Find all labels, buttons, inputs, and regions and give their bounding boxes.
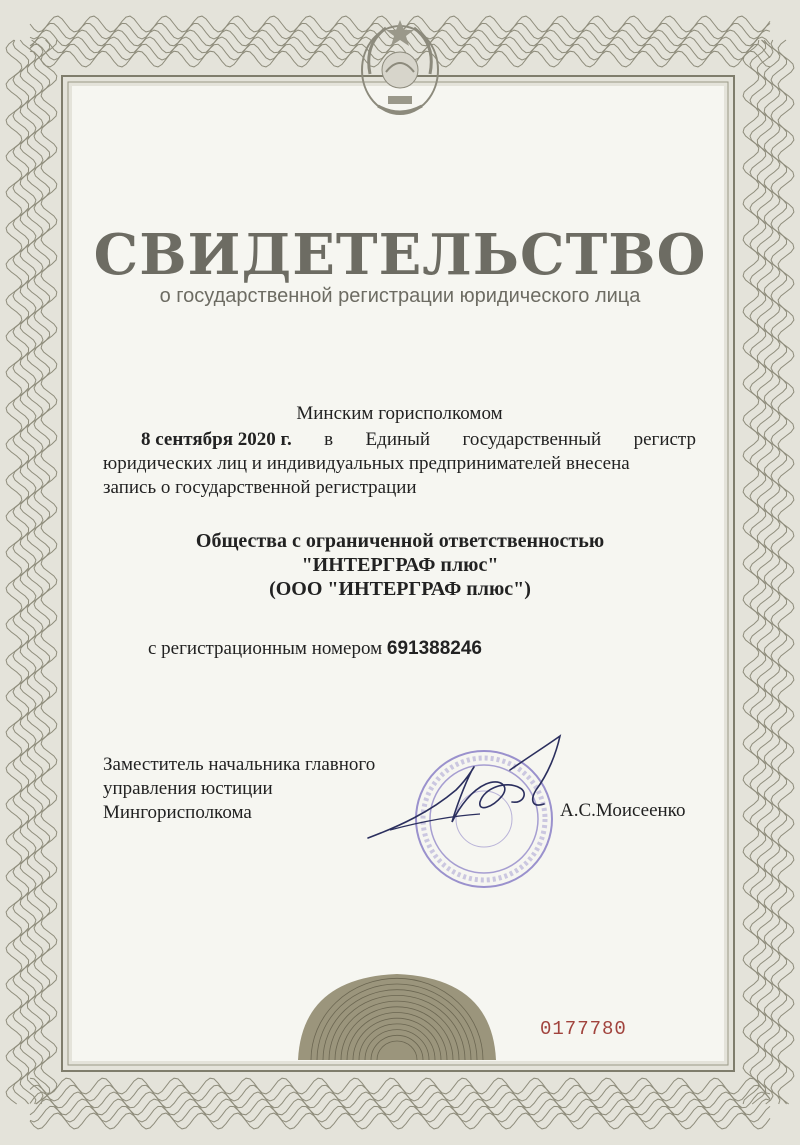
registration-number-line <box>148 638 482 660</box>
registration-date: 8 сентября 2020 г. <box>141 429 292 450</box>
guilloche-seal-icon <box>292 968 502 1060</box>
registration-line-3: запись о государственной регистрации <box>103 477 417 498</box>
registration-number: 691388246 <box>386 638 482 659</box>
signer-title-line: управления юстиции <box>103 778 273 799</box>
issuing-authority: Минским горисполкомом <box>296 403 503 424</box>
coat-of-arms-icon <box>358 14 442 122</box>
word: государственный <box>462 429 602 450</box>
company-name-block <box>0 529 800 601</box>
serial-number: 0177780 <box>540 1018 627 1040</box>
word: регистр <box>633 429 696 450</box>
company-short-name: (ООО "ИНТЕРГРАФ плюс") <box>269 578 531 600</box>
word: в <box>324 429 334 450</box>
registration-line-2: юридических лиц и индивидуальных предпринимателей внесена <box>103 453 630 474</box>
signer-title-line: Заместитель начальника главного <box>103 754 376 775</box>
company-form: Общества с ограниченной ответственностью <box>195 530 605 552</box>
registration-line-1 <box>103 428 696 452</box>
signer-name: А.С.Моисеенко <box>560 800 686 821</box>
signer-title <box>103 753 375 825</box>
document-title: СВИДЕТЕЛЬСТВО <box>93 222 707 288</box>
word: Единый <box>365 429 431 450</box>
handwritten-signature <box>360 730 590 850</box>
company-name: "ИНТЕРГРАФ плюс" <box>301 554 499 576</box>
document-subtitle: о государственной регистрации юридического лица <box>159 285 641 307</box>
signer-title-line: Мингорисполкома <box>103 802 252 823</box>
registration-number-label: с регистрационным номером <box>148 638 383 659</box>
registration-paragraph <box>103 428 696 500</box>
